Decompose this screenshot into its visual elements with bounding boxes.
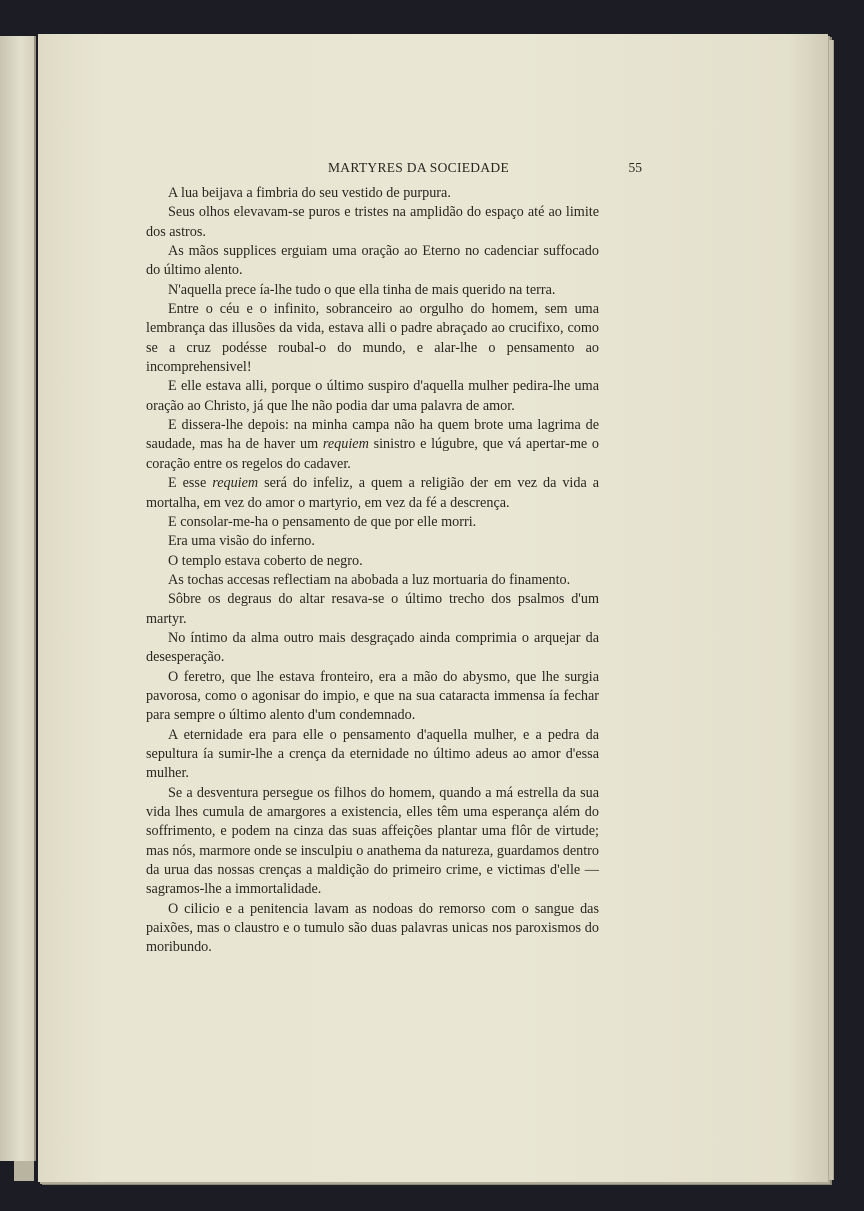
paragraph: E elle estava alli, porque o último suspiro d'aquella mulher pedira-lhe uma oração ao Christo, já que lhe não podia dar uma palavra de amor.: [146, 378, 599, 414]
body-text: [146, 184, 599, 958]
book-page: [38, 34, 828, 1182]
left-page-edge: [0, 36, 36, 1161]
text-run: E esse: [168, 475, 213, 492]
paragraph: A lua beijava a fimbria do seu vestido de purpura.: [168, 185, 451, 201]
running-head: [142, 160, 642, 180]
text-run: será do infeliz, a quem a religião der em vez da vida a mortalha, em vez do amor o martyrio, em vez da fé a descrença.: [146, 475, 599, 511]
paragraph: Se a desventura persegue os filhos do homem, quando a má estrella da sua vida lhes cumula de amargores a existencia, elles têm uma esperança além do soffrimento, e podem na cinza das suas affeições plantar uma flôr de virtude; mas nós, marmore onde se insculpiu o anathema da natureza, guardamos dentro da urua das nossas crenças a maldição do primeiro crime, e victimas d'elle — sagramos-lhe a immortalidade.: [146, 784, 599, 898]
paragraph: As mãos supplices erguiam uma oração ao Eterno no cadenciar suffocado do último alento.: [146, 243, 599, 279]
italic-term: requiem: [322, 436, 369, 453]
paragraph: O templo estava coberto de negro.: [168, 552, 363, 569]
paragraph: As tochas accesas reflectiam na abobada a luz mortuaria do finamento.: [168, 571, 571, 588]
paragraph: N'aquella prece ía-lhe tudo o que ella tinha de mais querido na terra.: [168, 281, 556, 298]
paragraph: A eternidade era para elle o pensamento d'aquella mulher, e a pedra da sepultura ía sumir-lhe a crença da eternidade no último adeus ao amor d'essa mulher.: [146, 726, 599, 782]
text-run: sinistro e lúgubre, que vá apertar-me o coração entre os regelos do cadaver.: [146, 436, 599, 472]
paragraph: Sôbre os degraus do altar resava-se o último trecho dos psalmos d'um martyr.: [146, 591, 599, 627]
italic-term: requiem: [212, 475, 259, 492]
paragraph: [146, 416, 599, 474]
paragraph: No íntimo da alma outro mais desgraçado ainda comprimia o arquejar da desesperação.: [146, 629, 599, 666]
paragraph: Seus olhos elevavam-se puros e tristes na amplidão do espaço até ao limite dos astros.: [146, 204, 599, 240]
paragraph: E consolar-me-ha o pensamento de que por elle morri.: [168, 513, 477, 530]
paragraph: O cilicio e a penitencia lavam as nodoas do remorso com o sangue das paixões, mas o claustro e o tumulo são duas palavras unicas nos paroxismos do moribundo.: [146, 900, 599, 956]
running-title: MARTYRES DA SOCIEDADE: [328, 160, 510, 175]
page-number: 55: [628, 160, 642, 175]
paragraph: Entre o céu e o infinito, sobranceiro ao orgulho do homem, sem uma lembrança das illusões da vida, estava alli o padre abraçado ao crucifixo, como se a cruz podésse roubal-o do mundo, e alar-lhe o pensamento ao incomprehensivel!: [146, 301, 599, 376]
paragraph: O feretro, que lhe estava fronteiro, era a mão do abysmo, que lhe surgia pavorosa, como o agonisar do impio, e que na sua cataracta immensa ía fechar para sempre o último alento d'um condemnado.: [146, 668, 599, 724]
paragraph: [146, 474, 599, 513]
text-run: E dissera-lhe depois: na minha campa não ha quem brote uma lagrima de saudade, mas ha de haver um: [146, 417, 599, 453]
paragraph: Era uma visão do inferno.: [168, 533, 315, 550]
